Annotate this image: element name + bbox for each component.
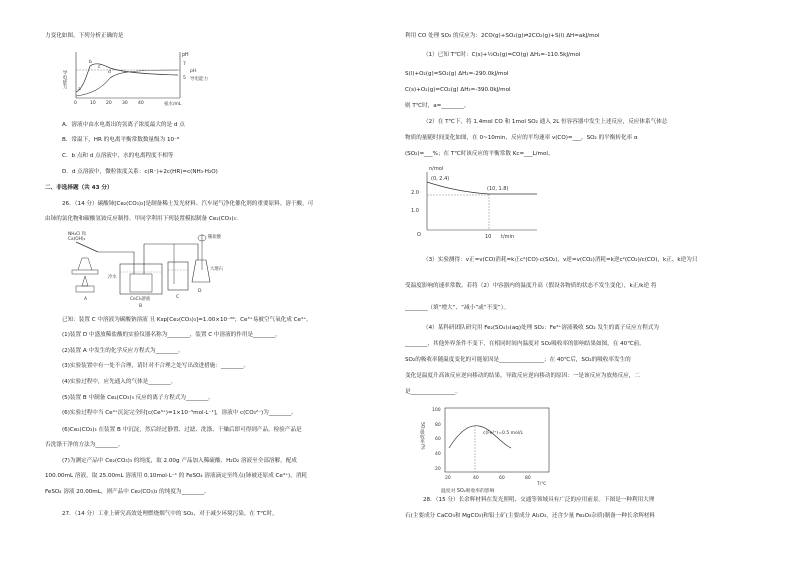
- option-d: D．d 点溶液中，微粒浓度关系：c(R⁻)+2c(HR)=c(NH₃·H₂O): [62, 169, 218, 175]
- q27-sub-2a: （2）在 T℃下，将 1.4mol CO 和 1mol SO₂ 通入 2L 恒容容器中发生上述反应，反应体系气体总: [423, 119, 668, 125]
- q27-sub-2c: (SO₂)=___%；在 T℃时该反应的平衡常数 Kc=___L/mol。: [405, 151, 554, 157]
- fig1-xtick-2: 20: [106, 101, 112, 106]
- moles-time-figure: [409, 164, 559, 244]
- fig1-xtick-3: 30: [122, 101, 128, 106]
- apparatus-label-c: C: [176, 295, 180, 300]
- q26-line-2: 由铈的氯化物和碳酸氢铵反应制得。甲同学利用下列装置模拟制备 Ce₂(CO₃)₃：: [45, 216, 242, 222]
- fig3-ytick-20: 20: [435, 467, 441, 472]
- q27-sub-2b: 物质的量随时间变化如图，在 0~10min，反应的平均速率 v(CO)=___，SO₂ 的平衡转化率 α: [405, 135, 638, 141]
- q27-eq-2: S(l)+O₂(g)=SO₂(g) ΔH₂=-290.0kJ/mol: [405, 71, 509, 77]
- left-column: [0, 0, 395, 562]
- fig1-y-right-label: pH: [182, 53, 189, 58]
- q26-sub-1: (1)装置 D 中盛放稀盐酸的实验仪器名称为________，装置 C 中溶液的作用是________。: [62, 332, 282, 338]
- fig3-xtick-40: 40: [473, 476, 479, 481]
- fig3-ytick-40: 40: [435, 452, 441, 457]
- fig1-right-tick-5: 5: [183, 76, 186, 81]
- fig1-point-d: d: [108, 70, 111, 75]
- q28-line-1: 28．（15 分）长余辉材料在发光照明、交通等领域具有广泛的应用前景。下图是一种利用大理: [423, 497, 655, 503]
- q26-sub-4: (4)实验过程中，应先通入的气体是________。: [62, 379, 177, 385]
- fig1-xlabel: 氨水/mL: [164, 102, 182, 107]
- option-b: B．常温下，HR 的电离平衡常数数量级为 10⁻⁸: [62, 137, 180, 143]
- fig1-xtick-4: 40: [138, 101, 144, 106]
- fig1-y-left-label: 导电能力: [62, 70, 67, 90]
- fig1-xtick-0: 0: [74, 101, 77, 106]
- apparatus-label-cecl3: CeCl₃溶液: [130, 297, 151, 302]
- q27-line-2: 利用 CO 处理 SO₂ 的反应为：2CO(g)+SO₂(g)⇌2CO₂(g)+S(l) ΔH=akJ/mol: [405, 33, 600, 39]
- fig3-ytick-100: 100: [432, 408, 441, 413]
- q26-sub-8c: FeSO₄ 溶液 20.00mL，则产品中 Ce₂(CO₃)₃ 的纯度为________。: [45, 489, 210, 495]
- fig1-xtick-1: 10: [90, 101, 96, 106]
- apparatus-label-cold-water: 冷水: [108, 275, 117, 280]
- q27-sub-1: （1）已知 T℃时：C(s)+½O₂(g)=CO(g) ΔH₁=-110.5kJ/mol: [423, 52, 581, 58]
- fig1-point-b: b: [89, 60, 92, 65]
- q27-sub-3b: 受温度影响的速率常数。若将（2）中容器内的温度升高（假设各物质的状态不发生变化），k正/k逆 将: [405, 283, 657, 289]
- q27-sub-4a: （4）某科研团队研究用 Fe₂(SO₄)₃(aq)处理 SO₂：Fe³⁺溶液吸收 SO₂ 发生的离子反应方程式为: [423, 325, 659, 331]
- fig1-legend-ph: pH: [190, 69, 197, 74]
- apparatus-label-b: B: [139, 304, 143, 309]
- fig3-ylabel: SO₂吸收率/%: [419, 422, 425, 450]
- q27-sub-4c: SO₂的吸收率随温度变化的可能原因是________________；在 40℃后，SO₂的吸收率发生的: [405, 357, 631, 363]
- q27-sub-4d: 变化是温度升高该反应逆向移动的结果，导致反应逆向移动的原因：一是该反应为放热反应，二: [405, 373, 640, 379]
- fig3-series-label: c(Fe³⁺)=0.5 mol/L: [483, 431, 524, 436]
- fig1-legend-conductivity: 导电能力: [190, 77, 208, 82]
- apparatus-label-nh4cl: NH₄Cl 和: [68, 232, 87, 237]
- q26-sub-7a: (6)Ce₂(CO₃)₃ 在装置 B 中沉淀，然后经过静置、过滤、洗涤、干燥后即可得到产品。检验产品是: [62, 427, 302, 433]
- q26-sub-5: (5)装置 B 中制备 Ce₂(CO₃)₃ 反应的离子方程式为________。: [62, 395, 214, 401]
- fig3-xtick-60: 60: [499, 476, 505, 481]
- q27-sub-4e: 是________________。: [405, 389, 461, 395]
- fig2-point-end: (10, 1.8): [487, 186, 509, 192]
- fig3-xtick-20: 20: [445, 476, 451, 481]
- q26-sub-7b: 否洗涤干净的方法为________。: [45, 442, 124, 448]
- fig2-xlabel: t/min: [501, 234, 515, 240]
- option-a: A．溶液中由水电离出的氢离子浓度最大的是 d 点: [62, 122, 185, 128]
- section-title: 二、非选择题（共 43 分）: [45, 185, 113, 191]
- fig3-xlabel: T/℃: [537, 482, 547, 487]
- fig2-ylabel: n/mol: [429, 166, 444, 172]
- q27-sub-3a: （3）实验测得：v正=v(CO)消耗=k正c²(CO)·c(SO₂)，v逆=v(CO₂)消耗=k逆c²(CO₂)/c(CO)，k正、k逆为只: [423, 257, 698, 263]
- fig2-point-start: (0, 2.4): [431, 176, 450, 182]
- q27-sub-4b: ________，其他外界条件不变下，在相同时间内温度对 SO₂吸收率的影响结果如图，在 40℃前，: [405, 341, 645, 347]
- q28-line-2: 石(主要成分 CaCO₃和 MgCO₃)和铝土矿(主要成分 Al₂O₃，还含少量 Fe₂O₃杂质)制备一种长余辉材料: [405, 513, 655, 519]
- apparatus-label-hcl: 稀盐酸: [208, 235, 221, 240]
- q27-line-1: 27．（14 分）工业上研究高效处理燃烧烟气中的 SO₂，对于减少环境污染。在 T℃时，: [62, 511, 278, 517]
- fig2-ytick-2: 2.0: [411, 190, 419, 196]
- fig2-xtick-10: 10: [485, 234, 492, 240]
- fig3-ytick-80: 80: [435, 423, 441, 428]
- fig3-xtick-80: 80: [525, 476, 531, 481]
- q27-eq-3: C(s)+O₂(g)=CO₂(g) ΔH₃=-390.0kJ/mol: [405, 87, 511, 93]
- fig1-right-tick-7: 7: [183, 62, 186, 67]
- q27-sub-3c: ________（填“增大”、“减小”或“不变”）。: [405, 305, 510, 311]
- q26-line-1: 26．（14 分）碳酸铈[Ce₂(CO₃)₃]是制备稀土发光材料、汽车尾气净化催化剂的重要原料。溶于酸，可: [62, 201, 314, 207]
- apparatus-label-caoh2: Ca(OH)₂: [68, 237, 86, 242]
- q26-sub-8a: (7)为测定产品中 Ce₂(CO₃)₃ 的纯度，取 2.00g 产品加入稀硫酸、H₂O₂ 溶液至全部溶解，配成: [62, 458, 297, 464]
- q27-ask-a: 则 T℃时，a=________。: [405, 103, 470, 109]
- q26-sub-3: (3)实验装置中有一处不合理，请针对不合理之处写出改进措施：________。: [62, 363, 249, 369]
- fig3-caption: 温度对 SO₂吸收率的影响: [441, 489, 495, 494]
- conductivity-ph-figure: [62, 48, 212, 108]
- apparatus-label-d: D: [198, 289, 202, 294]
- intro-line: 力变化如图。下列分析正确的是: [45, 33, 124, 39]
- apparatus-label-a: A: [84, 297, 88, 302]
- q26-sub-6: (6)实验过程中当 Ce³⁺沉淀完全时[c(Ce³⁺)=1×10⁻⁵mol·L⁻¹]，溶液中 c(CO₃²⁻)为________。: [62, 410, 297, 416]
- apparatus-label-marble: 大理石: [210, 267, 223, 272]
- option-c: C．b 点和 d 点溶液中，水的电离程度不相等: [62, 153, 174, 159]
- fig1-point-a: a: [78, 87, 81, 92]
- q26-sub-8b: 100.00mL 溶液，取 25.00mL 溶液用 0.10mol·L⁻¹ 的 FeSO₄ 溶液滴定至终点(铈被还原成 Ce³⁺)，消耗: [45, 473, 308, 479]
- fig1-point-c: c: [98, 65, 101, 70]
- apparatus-figure: [62, 230, 247, 310]
- fig2-origin: O: [417, 232, 421, 238]
- fig2-ytick-1: 1.0: [411, 208, 419, 214]
- so2-absorption-figure: [419, 404, 559, 494]
- q26-note: 已知：装置 C 中溶液为碳酸钠溶液 且 Ksp[Ce₂(CO₃)₃]=1.00×10⁻²⁸；Ce³⁺易被空气氧化成 Ce⁴⁺。: [62, 317, 312, 323]
- fig3-ytick-60: 60: [435, 437, 441, 442]
- right-column: [399, 0, 794, 562]
- q26-sub-2: (2)装置 A 中发生的化学反应方程式为________。: [62, 348, 184, 354]
